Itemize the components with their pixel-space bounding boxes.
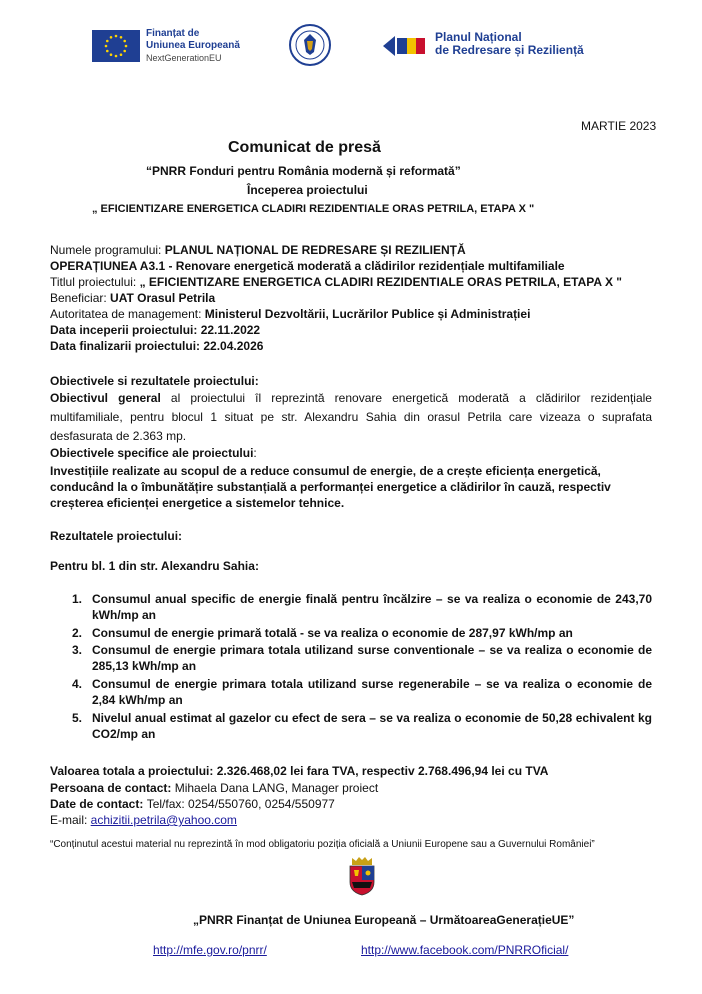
end-date: Data finalizarii proiectului: 22.04.2026: [50, 339, 264, 353]
subtitle-start: Începerea proiectului: [247, 183, 368, 197]
subtitle-project: „ EFICIENTIZARE ENERGETICA CLADIRI REZIDENTIALE ORAS PETRILA, ETAPA X ": [92, 203, 535, 215]
project-value: Valoarea totala a proiectului: 2.326.468,02 lei fara TVA, respectiv 2.768.496,94 lei cu TVA: [50, 764, 549, 778]
results-block: Pentru bl. 1 din str. Alexandru Sahia:: [50, 559, 259, 573]
start-date: Data inceperii proiectului: 22.11.2022: [50, 323, 261, 337]
program-name: Numele programului: PLANUL NAȚIONAL DE REDRESARE ȘI REZILIENȚĂ: [50, 243, 466, 257]
beneficiary: Beneficiar: UAT Orasul Petrila: [50, 291, 216, 305]
list-item: 4. Consumul de energie primara totala utilizand surse regenerabile – se va realiza o economie de 2,84 kWh/mp an: [71, 677, 652, 707]
facebook-link[interactable]: http://www.facebook.com/PNRROficial/: [361, 943, 569, 957]
romanian-government-seal-icon: [289, 24, 331, 66]
disclaimer: “Conținutul acestui material nu reprezintă în mod obligatoriu poziția oficială a Uniunii Europene sau a Guvernului României”: [50, 839, 595, 850]
specific-objectives-line3: creșterea eficienței energetice a sistemelor tehnice.: [50, 496, 345, 510]
eu-flag-logo: [92, 30, 140, 62]
list-item: 3. Consumul de energie primara totala utilizand surse conventionale – se va realiza o economie de 285,13 kWh/mp an: [71, 643, 652, 673]
pnrr-label: Planul Național de Redresare și Reziliență: [435, 30, 584, 57]
mfe-link[interactable]: http://mfe.gov.ro/pnrr/: [153, 943, 267, 957]
pnrr-logo-icon: [381, 32, 429, 60]
footer-tagline: „PNRR Finanțat de Uniunea Europeană – UrmătoareaGenerațieUE”: [193, 913, 575, 927]
specific-objectives-line1: Investițiile realizate au scopul de a reduce consumul de energie, de a crește eficiența energetică,: [50, 464, 601, 478]
specific-objectives-heading: Obiectivele specifice ale proiectului:: [50, 446, 257, 460]
results-heading: Rezultatele proiectului:: [50, 529, 183, 543]
operation: OPERAȚIUNEA A3.1 - Renovare energetică moderată a clădirilor rezidențiale multifamiliale: [50, 259, 565, 273]
list-item: 2. Consumul de energie primară totală - se va realiza o economie de 287,97 kWh/mp an: [71, 626, 573, 640]
subtitle: “PNRR Fonduri pentru România modernă și reformată”: [146, 164, 461, 178]
eu-funding-label: Finanțat de Uniunea Europeană NextGenerationEU: [146, 28, 240, 63]
coat-of-arms-icon: [346, 856, 378, 896]
management-authority: Autoritatea de management: Ministerul Dezvoltării, Lucrărilor Publice și Administrației: [50, 307, 531, 321]
list-item: 5. Nivelul anual estimat al gazelor cu efect de sera – se va realiza o economie de 50,28 echivalent kg CO2/mp an: [71, 711, 652, 741]
contact-person: Persoana de contact: Mihaela Dana LANG, Manager proiect: [50, 781, 379, 795]
document-date: MARTIE 2023: [581, 119, 657, 133]
objectives-heading: Obiectivele si rezultatele proiectului:: [50, 374, 259, 388]
specific-objectives-line2: conducând la o îmbunătățire substanțială a performanței energetice a clădirilor în cauză, respectiv: [50, 480, 611, 494]
list-item: 1. Consumul anual specific de energie finală pentru încălzire – se va realiza o economie de 243,70 kWh/mp an: [71, 592, 652, 622]
general-objective: Obiectivul general al proiectului îl reprezintă renovare energetică moderată a clădirilor rezidențiale multifamiliale, pentru blocul 1 situat pe str. Alexandru Sahia din orasul Petrila care vizeaza o suprafata desfasurata de 2.363 mp.: [50, 391, 652, 443]
page-title: Comunicat de presă: [228, 139, 381, 156]
project-title: Titlul proiectului: „ EFICIENTIZARE ENERGETICA CLADIRI REZIDENTIALE ORAS PETRILA, ETAPA X ": [50, 275, 622, 289]
contact-email: E-mail: achizitii.petrila@yahoo.com: [50, 813, 237, 827]
email-link[interactable]: achizitii.petrila@yahoo.com: [90, 813, 237, 827]
contact-details: Date de contact: Tel/fax: 0254/550760, 0254/550977: [50, 797, 335, 811]
